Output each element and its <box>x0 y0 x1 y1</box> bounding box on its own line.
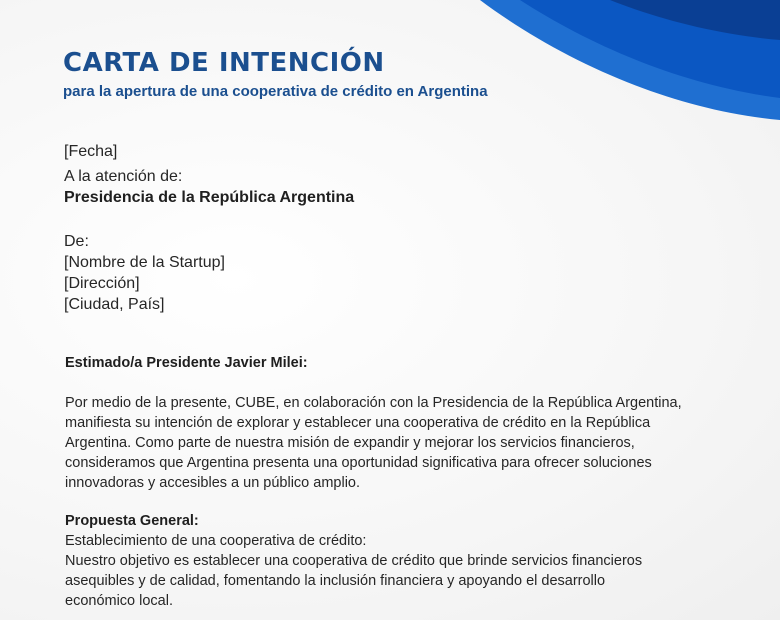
proposal-line: Nuestro objetivo es establecer una cooperativa de crédito que brinde servicios financieros <box>65 553 643 569</box>
intro-line: Por medio de la presente, CUBE, en colaboración con la Presidencia de la República Argentina, <box>65 395 682 411</box>
date-placeholder: [Fecha] <box>64 143 118 160</box>
proposal-line: económico local. <box>65 593 173 609</box>
date-field <box>64 141 117 162</box>
intro-line: manifiesta su intención de explorar y establecer una cooperativa de crédito en la República <box>65 415 651 431</box>
intro-line: innovadoras y accesibles a un público amplio. <box>65 475 361 491</box>
document-subtitle: para la apertura de una cooperativa de crédito en Argentina <box>63 83 488 100</box>
sender-block <box>64 231 225 315</box>
proposal-line: asequibles y de calidad, fomentando la inclusión financiera y apoyando el desarrollo <box>65 573 606 589</box>
intro-line: consideramos que Argentina presenta una oportunidad significativa para ofrecer soluciones <box>65 455 652 471</box>
from-label: De: <box>64 233 89 250</box>
intro-line: Argentina. Como parte de nuestra misión de expandir y mejorar los servicios financieros, <box>65 435 635 451</box>
recipient-name: Presidencia de la República Argentina <box>64 189 355 206</box>
document-title: CARTA DE INTENCIÓN <box>63 48 385 78</box>
corner-wave-decoration <box>480 0 780 130</box>
proposal-subheading: Establecimiento de una cooperativa de crédito: <box>65 533 367 549</box>
proposal-section <box>65 511 705 611</box>
sender-address: [Dirección] <box>64 275 140 292</box>
recipient-block <box>64 166 354 208</box>
sender-name: [Nombre de la Startup] <box>64 254 225 271</box>
attention-label: A la atención de: <box>64 168 183 185</box>
intro-paragraph <box>65 393 705 493</box>
sender-city: [Ciudad, País] <box>64 296 165 313</box>
proposal-heading: Propuesta General: <box>65 513 199 529</box>
salutation: Estimado/a Presidente Javier Milei: <box>65 355 308 371</box>
